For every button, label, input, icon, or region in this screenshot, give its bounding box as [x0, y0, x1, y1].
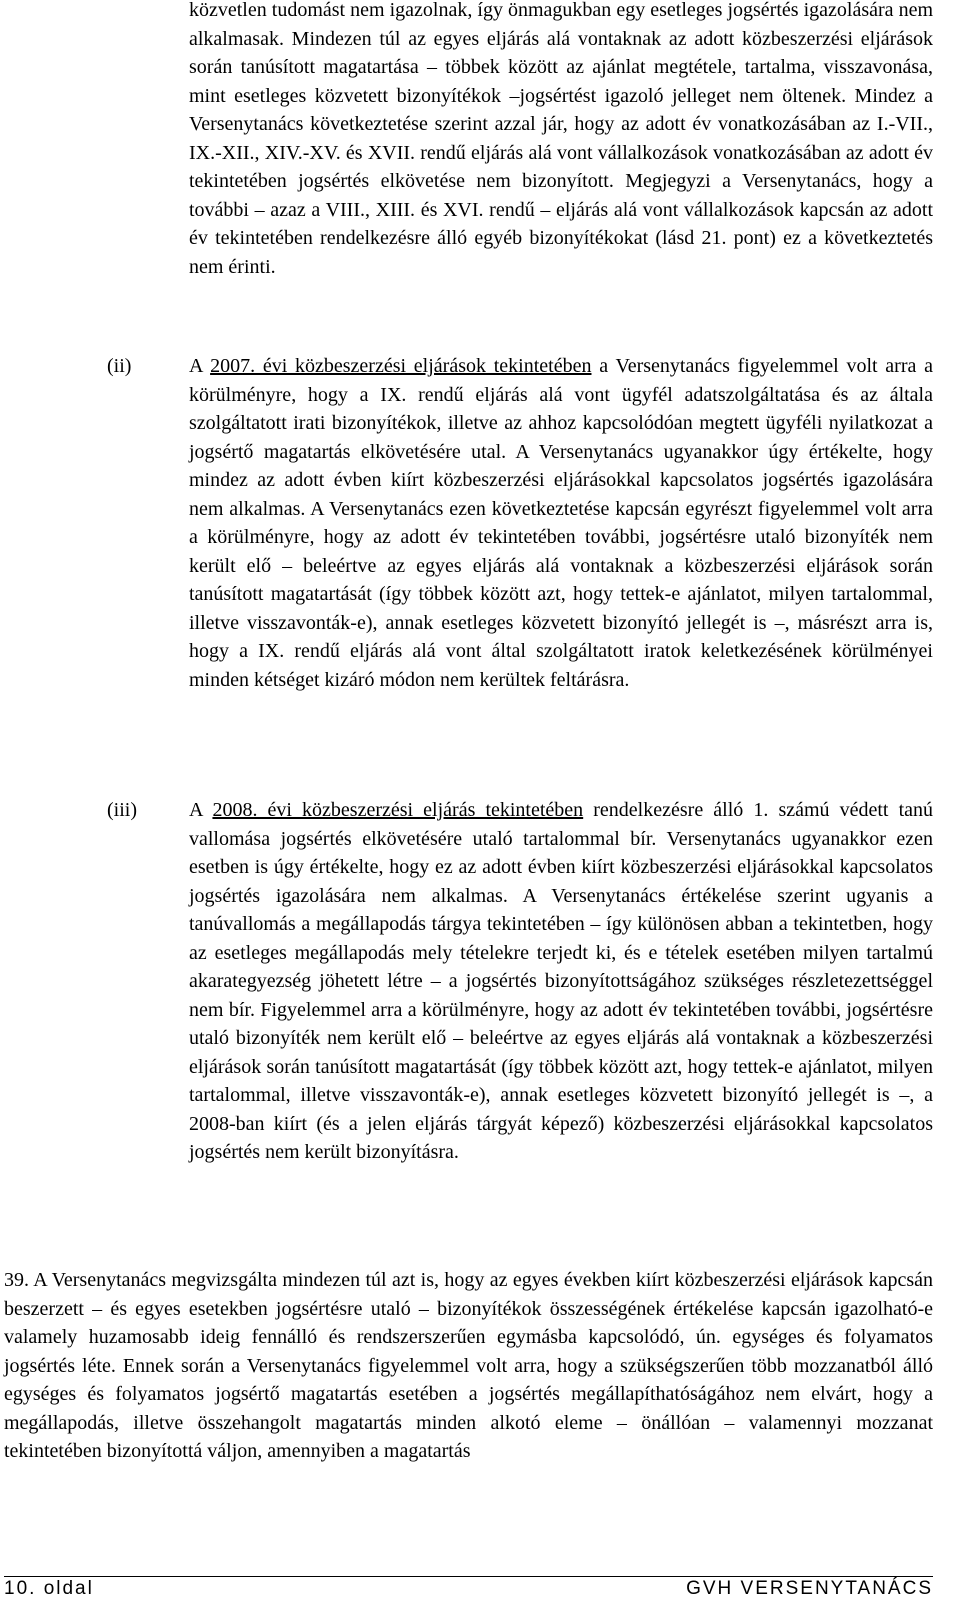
item-iii-lead: A [189, 799, 213, 821]
item-ii-paragraph [189, 352, 933, 694]
section-39-paragraph: 39. A Versenytanács megvizsgálta mindezen túl azt is, hogy az egyes években kiírt közbeszerzési eljárások kapcsán beszerzett – és egyes esetekben jogsértésre utaló – bizonyítékok összességének értékelése kapcsán igazolható-e valamely huzamosabb ideig fennálló és rendszerszerűen egymásba kapcsolódó, ún. egységes és folyamatos jogsértés léte. Ennek során a Versenytanács figyelemmel volt arra, hogy a szükségszerűen több mozzanatból álló egységes és folyamatos jogsértő magatartás esetében a jogsértés megállapíthatóságához nem elvárt, hogy a megállapodás, illetve összehangolt magatartás minden alkotó eleme – önállóan – valamennyi mozzanat tekintetében bizonyítottá váljon, amennyiben a magatartás [4, 1269, 933, 1462]
item-ii-heading: 2007. évi közbeszerzési eljárások tekintetében [210, 355, 592, 377]
item-ii-lead: A [189, 355, 211, 377]
publisher-label: GVH VERSENYTANÁCS [686, 1578, 933, 1599]
item-iii-text: rendelkezésre álló 1. számú védett tanú vallomása jogsértés elkövetésére utaló tartalommal bír. Versenytanács ugyanakkor ezen esetben is úgy értékelte, hogy ez az adott évben kiírt közbeszerzési eljárásokkal kapcsolatos jogsértés igazolására nem alkalmas. A Versenytanács értékelése szerint ugyanis a tanúvallomás a megállapodás tárgya tekintetében – így különösen abban a tekintetben, hogy az esetleges megállapodás mely tételekre terjedt ki, és e tételek esetében milyen tartalmú akarategyezség jöhetett létre – a jogsértés bizonyítottságához szükséges részletezettséggel nem bír. Figyelemmel arra a körülményre, hogy az adott év tekintetében további, jogsértésre utaló bizonyíték nem került elő – beleértve az egyes eljárás alá vontaknak a közbeszerzési eljárások során tanúsított magatartását (így többek között azt, hogy tettek-e ajánlatot, milyen tartalommal, illetve visszavonták-e), annak esetleges közvetett bizonyító jellegét is –, a 2008-ban kiírt (és a jelen eljárás tárgyát képező) közbeszerzési eljárásokkal kapcsolatos jogsértés nem került bizonyításra. [189, 799, 934, 1163]
item-iii-paragraph [189, 796, 933, 1167]
footer-divider [4, 1576, 933, 1577]
page-number: 10. oldal [4, 1578, 94, 1599]
item-marker-iii: (iii) [107, 799, 137, 821]
continuation-paragraph: közvetlen tudomást nem igazolnak, így önmagukban egy esetleges jogsértés igazolására nem alkalmasak. Mindezen túl az egyes eljárás alá vontaknak az adott közbeszerzési eljárások során tanúsított magatartása – többek között az ajánlat megtétele, tartalma, visszavonása, mint esetleges közvetett bizonyítékok –jogsértést igazoló jelleget nem öltenek. Mindez a Versenytanács következtetése szerint azzal jár, hogy az adott év vonatkozásában az I.-VII., IX.-XII., XIV.-XV. és XVII. rendű eljárás alá vont vállalkozások vonatkozásában az adott év tekintetében jogsértés elkövetése nem bizonyított. Megjegyzi a Versenytanács, hogy a további – azaz a VIII., XIII. és XVI. rendű – eljárás alá vont vállalkozások kapcsán az adott év tekintetében rendelkezésre álló egyéb bizonyítékokat (lásd 21. pont) ez a következtetés nem érinti. [189, 0, 933, 278]
item-iii-heading: 2008. évi közbeszerzési eljárás tekintetében [212, 799, 584, 821]
item-marker-ii: (ii) [107, 355, 132, 377]
item-ii-text: a Versenytanács figyelemmel volt arra a körülményre, hogy a IX. rendű eljárás alá vont ügyfél adatszolgáltatása és az általa szolgáltatott irati bizonyítékok, illetve az ahhoz kapcsolódóan megtett ügyféli nyilatkozat a jogsértő magatartás elkövetésére utal. A Versenytanács ugyanakkor úgy értékelte, hogy mindez az adott évben kiírt közbeszerzési eljárásokkal kapcsolatos jogsértés igazolására nem alkalmas. A Versenytanács ezen következtetése kapcsán egyrészt figyelemmel volt arra a körülményre, hogy az adott év tekintetében további, jogsértésre utaló bizonyíték nem került elő – beleértve az egyes eljárás alá vontaknak a közbeszerzési eljárások során tanúsított magatartását (így többek között azt, hogy tettek-e ajánlatot, milyen tartalommal, illetve visszavonták-e), annak esetleges közvetett bizonyító jellegét is –, másrészt arra is, hogy a IX. rendű eljárás alá vont által szolgáltatott iratok keletkezésének körülményei minden kétséget kizáró módon nem kerültek feltárásra. [189, 355, 933, 691]
